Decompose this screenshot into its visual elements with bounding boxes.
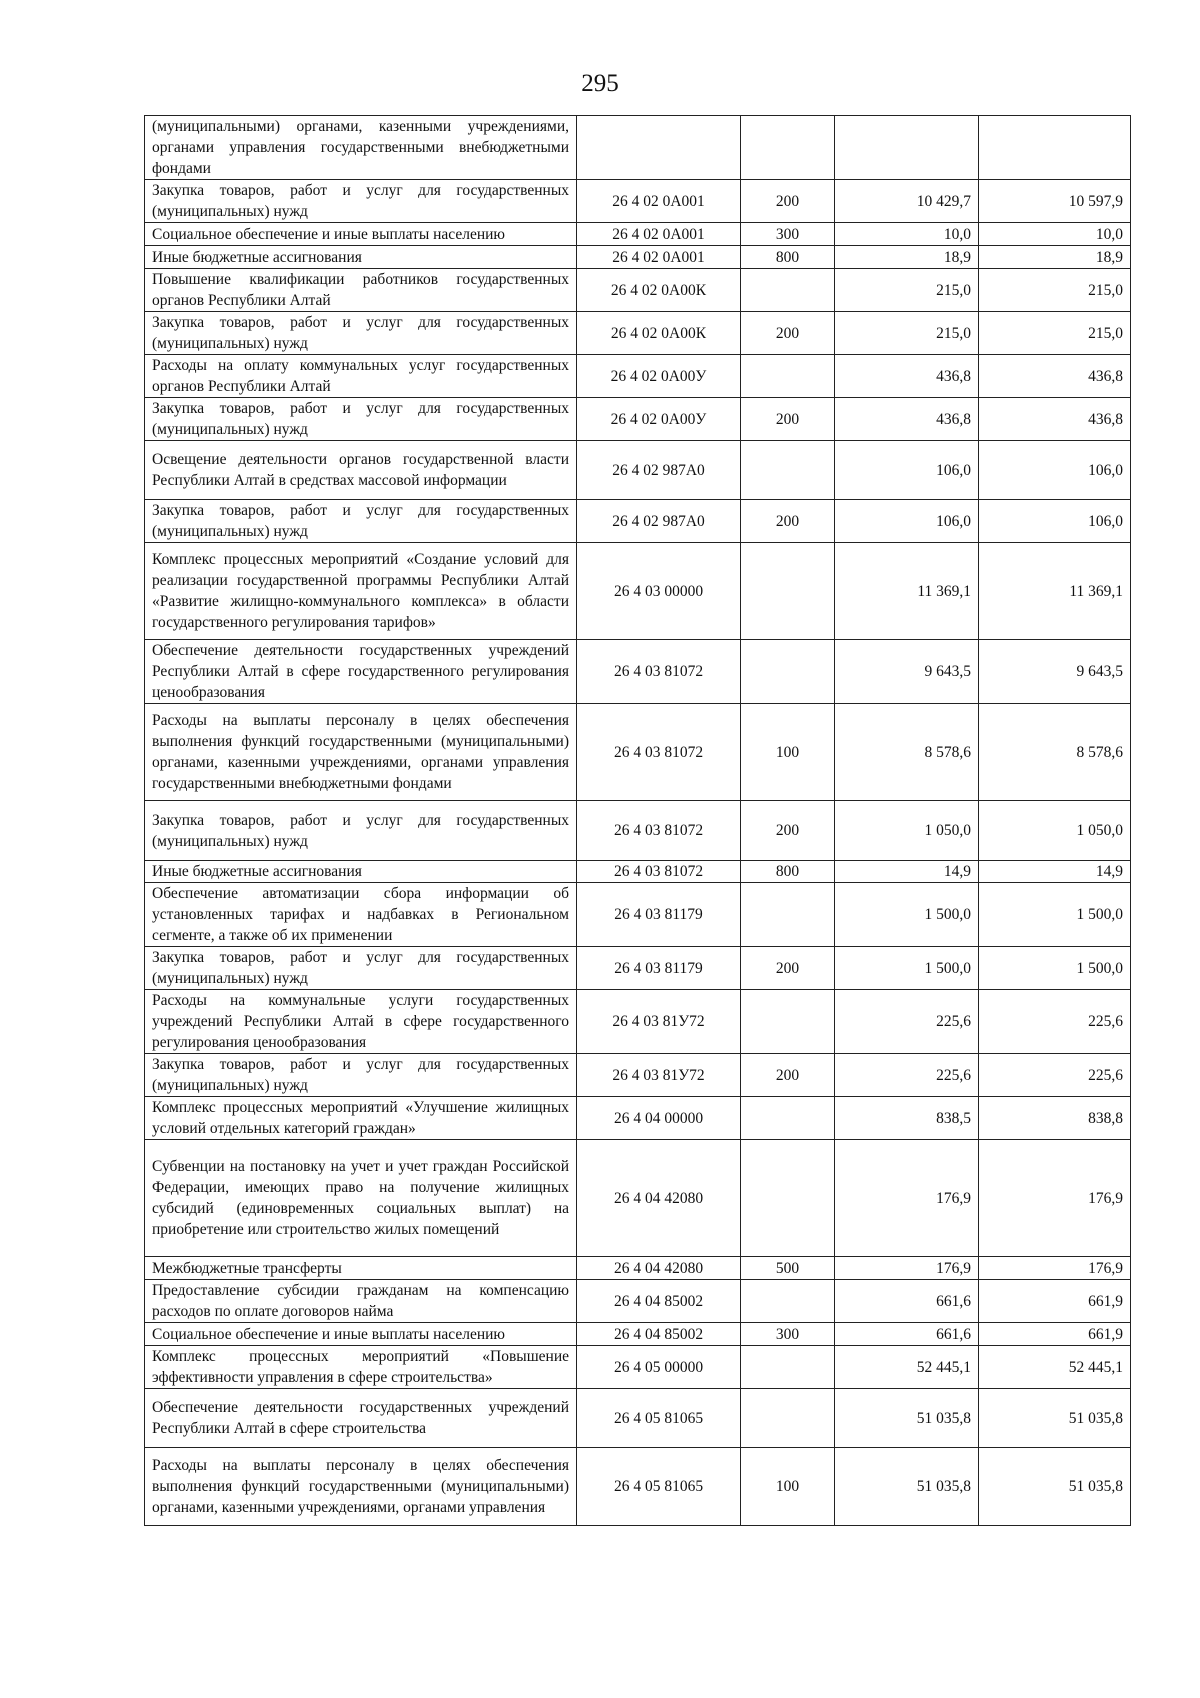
cell-amount-year-2: 176,9 — [979, 1140, 1131, 1257]
cell-name: Закупка товаров, работ и услуг для государственных (муниципальных) нужд — [145, 801, 577, 861]
cell-name: Обеспечение деятельности государственных учреждений Республики Алтай в сфере строительства — [145, 1389, 577, 1448]
cell-amount-year-1: 51 035,8 — [835, 1448, 979, 1526]
cell-name: Освещение деятельности органов государственной власти Республики Алтай в средствах массовой информации — [145, 441, 577, 500]
cell-expense-type: 800 — [741, 246, 835, 269]
table-row — [145, 441, 1131, 500]
table-row — [145, 180, 1131, 223]
cell-expense-type: 300 — [741, 1323, 835, 1346]
cell-target-code: 26 4 03 81072 — [577, 640, 741, 704]
cell-target-code: 26 4 03 81072 — [577, 801, 741, 861]
cell-name: Закупка товаров, работ и услуг для государственных (муниципальных) нужд — [145, 1054, 577, 1097]
cell-target-code: 26 4 02 987А0 — [577, 441, 741, 500]
cell-name: Социальное обеспечение и иные выплаты населению — [145, 223, 577, 246]
budget-table — [144, 115, 1131, 1526]
cell-amount-year-1: 225,6 — [835, 990, 979, 1054]
cell-amount-year-1: 106,0 — [835, 441, 979, 500]
cell-target-code: 26 4 03 81179 — [577, 947, 741, 990]
page-number: 295 — [581, 70, 619, 97]
table-row — [145, 704, 1131, 801]
cell-name: Социальное обеспечение и иные выплаты населению — [145, 1323, 577, 1346]
cell-expense-type — [741, 1140, 835, 1257]
table-row — [145, 355, 1131, 398]
cell-target-code: 26 4 03 81072 — [577, 861, 741, 883]
table-row — [145, 1280, 1131, 1323]
cell-target-code — [577, 116, 741, 180]
cell-target-code: 26 4 05 81065 — [577, 1389, 741, 1448]
cell-expense-type — [741, 640, 835, 704]
cell-expense-type — [741, 1280, 835, 1323]
cell-name: Иные бюджетные ассигнования — [145, 246, 577, 269]
cell-amount-year-2: 10,0 — [979, 223, 1131, 246]
cell-amount-year-2: 225,6 — [979, 1054, 1131, 1097]
cell-expense-type: 100 — [741, 1448, 835, 1526]
cell-expense-type — [741, 990, 835, 1054]
cell-name: Расходы на коммунальные услуги государственных учреждений Республики Алтай в сфере государственного регулирования ценообразования — [145, 990, 577, 1054]
cell-amount-year-2: 51 035,8 — [979, 1389, 1131, 1448]
cell-name: Комплекс процессных мероприятий «Создание условий для реализации государственной программы Республики Алтай «Развитие жилищно-коммунального комплекса» в области государственного регулирования тарифов» — [145, 543, 577, 640]
cell-amount-year-1: 1 500,0 — [835, 883, 979, 947]
cell-amount-year-2 — [979, 116, 1131, 180]
cell-target-code: 26 4 05 81065 — [577, 1448, 741, 1526]
cell-amount-year-1: 106,0 — [835, 500, 979, 543]
cell-amount-year-1: 661,6 — [835, 1280, 979, 1323]
cell-amount-year-2: 8 578,6 — [979, 704, 1131, 801]
cell-name: Повышение квалификации работников государственных органов Республики Алтай — [145, 269, 577, 312]
table-row — [145, 1323, 1131, 1346]
cell-target-code: 26 4 04 42080 — [577, 1257, 741, 1280]
cell-expense-type — [741, 116, 835, 180]
table-row — [145, 801, 1131, 861]
cell-name: Закупка товаров, работ и услуг для государственных (муниципальных) нужд — [145, 398, 577, 441]
cell-name: Обеспечение деятельности государственных учреждений Республики Алтай в сфере государственного регулирования ценообразования — [145, 640, 577, 704]
cell-expense-type: 200 — [741, 801, 835, 861]
cell-amount-year-1: 838,5 — [835, 1097, 979, 1140]
cell-amount-year-1: 10 429,7 — [835, 180, 979, 223]
cell-amount-year-1: 436,8 — [835, 398, 979, 441]
cell-target-code: 26 4 02 0А001 — [577, 246, 741, 269]
cell-amount-year-2: 661,9 — [979, 1323, 1131, 1346]
cell-amount-year-2: 1 500,0 — [979, 947, 1131, 990]
cell-amount-year-1: 51 035,8 — [835, 1389, 979, 1448]
cell-target-code: 26 4 02 0А00У — [577, 355, 741, 398]
cell-amount-year-1: 18,9 — [835, 246, 979, 269]
cell-amount-year-1: 436,8 — [835, 355, 979, 398]
cell-target-code: 26 4 03 81179 — [577, 883, 741, 947]
cell-name: Закупка товаров, работ и услуг для государственных (муниципальных) нужд — [145, 312, 577, 355]
table-row — [145, 947, 1131, 990]
cell-expense-type: 300 — [741, 223, 835, 246]
cell-amount-year-2: 18,9 — [979, 246, 1131, 269]
table-row — [145, 1257, 1131, 1280]
cell-target-code: 26 4 05 00000 — [577, 1346, 741, 1389]
cell-expense-type — [741, 1346, 835, 1389]
table-row — [145, 1448, 1131, 1526]
cell-target-code: 26 4 03 00000 — [577, 543, 741, 640]
table-row — [145, 640, 1131, 704]
cell-amount-year-2: 10 597,9 — [979, 180, 1131, 223]
cell-amount-year-2: 106,0 — [979, 500, 1131, 543]
table-row — [145, 543, 1131, 640]
cell-amount-year-2: 52 445,1 — [979, 1346, 1131, 1389]
cell-amount-year-1: 14,9 — [835, 861, 979, 883]
cell-amount-year-2: 11 369,1 — [979, 543, 1131, 640]
cell-amount-year-1: 661,6 — [835, 1323, 979, 1346]
cell-amount-year-2: 436,8 — [979, 398, 1131, 441]
cell-name: (муниципальными) органами, казенными учреждениями, органами управления государственными внебюджетными фондами — [145, 116, 577, 180]
cell-amount-year-2: 1 500,0 — [979, 883, 1131, 947]
table-row — [145, 500, 1131, 543]
cell-expense-type: 500 — [741, 1257, 835, 1280]
table-row — [145, 246, 1131, 269]
table-row — [145, 116, 1131, 180]
cell-amount-year-2: 661,9 — [979, 1280, 1131, 1323]
cell-expense-type: 200 — [741, 500, 835, 543]
cell-target-code: 26 4 02 0А001 — [577, 180, 741, 223]
cell-target-code: 26 4 03 81У72 — [577, 1054, 741, 1097]
table-row — [145, 1097, 1131, 1140]
cell-amount-year-2: 1 050,0 — [979, 801, 1131, 861]
table-row — [145, 1140, 1131, 1257]
cell-amount-year-1: 1 500,0 — [835, 947, 979, 990]
cell-target-code: 26 4 04 42080 — [577, 1140, 741, 1257]
cell-expense-type: 200 — [741, 398, 835, 441]
cell-amount-year-1: 176,9 — [835, 1140, 979, 1257]
cell-amount-year-1: 215,0 — [835, 269, 979, 312]
cell-expense-type: 200 — [741, 312, 835, 355]
table-row — [145, 223, 1131, 246]
cell-expense-type — [741, 355, 835, 398]
cell-name: Расходы на оплату коммунальных услуг государственных органов Республики Алтай — [145, 355, 577, 398]
cell-target-code: 26 4 02 0А001 — [577, 223, 741, 246]
cell-amount-year-1: 10,0 — [835, 223, 979, 246]
cell-amount-year-1: 225,6 — [835, 1054, 979, 1097]
cell-target-code: 26 4 02 987А0 — [577, 500, 741, 543]
cell-expense-type: 200 — [741, 1054, 835, 1097]
cell-name: Расходы на выплаты персоналу в целях обеспечения выполнения функций государственными (муниципальными) органами, казенными учреждениями, органами управления государственными внебюджетными фондами — [145, 704, 577, 801]
cell-amount-year-1: 215,0 — [835, 312, 979, 355]
cell-expense-type — [741, 1389, 835, 1448]
cell-amount-year-2: 9 643,5 — [979, 640, 1131, 704]
table-row — [145, 1054, 1131, 1097]
cell-target-code: 26 4 02 0А00К — [577, 269, 741, 312]
cell-target-code: 26 4 03 81У72 — [577, 990, 741, 1054]
cell-expense-type — [741, 269, 835, 312]
cell-amount-year-2: 436,8 — [979, 355, 1131, 398]
cell-amount-year-2: 215,0 — [979, 269, 1131, 312]
cell-amount-year-2: 51 035,8 — [979, 1448, 1131, 1526]
cell-target-code: 26 4 02 0А00У — [577, 398, 741, 441]
cell-amount-year-2: 176,9 — [979, 1257, 1131, 1280]
cell-name: Закупка товаров, работ и услуг для государственных (муниципальных) нужд — [145, 180, 577, 223]
cell-amount-year-1: 9 643,5 — [835, 640, 979, 704]
cell-expense-type — [741, 1097, 835, 1140]
cell-name: Расходы на выплаты персоналу в целях обеспечения выполнения функций государственными (муниципальными) органами, казенными учреждениями, органами управления — [145, 1448, 577, 1526]
cell-target-code: 26 4 03 81072 — [577, 704, 741, 801]
cell-name: Комплекс процессных мероприятий «Повышение эффективности управления в сфере строительства» — [145, 1346, 577, 1389]
cell-name: Субвенции на постановку на учет и учет граждан Российской Федерации, имеющих право на получение жилищных субсидий (единовременных социальных выплат) на приобретение или строительство жилых помещений — [145, 1140, 577, 1257]
cell-amount-year-1: 11 369,1 — [835, 543, 979, 640]
table-row — [145, 990, 1131, 1054]
cell-amount-year-2: 225,6 — [979, 990, 1131, 1054]
table-row — [145, 398, 1131, 441]
table-row — [145, 312, 1131, 355]
cell-amount-year-1: 8 578,6 — [835, 704, 979, 801]
cell-name: Межбюджетные трансферты — [145, 1257, 577, 1280]
cell-expense-type — [741, 543, 835, 640]
cell-amount-year-2: 14,9 — [979, 861, 1131, 883]
table-row — [145, 1389, 1131, 1448]
table-row — [145, 1346, 1131, 1389]
table-row — [145, 861, 1131, 883]
cell-name: Иные бюджетные ассигнования — [145, 861, 577, 883]
cell-expense-type: 800 — [741, 861, 835, 883]
cell-expense-type: 100 — [741, 704, 835, 801]
cell-amount-year-2: 215,0 — [979, 312, 1131, 355]
cell-expense-type — [741, 883, 835, 947]
cell-name: Предоставление субсидии гражданам на компенсацию расходов по оплате договоров найма — [145, 1280, 577, 1323]
budget-table-body — [145, 116, 1131, 1526]
cell-amount-year-2: 106,0 — [979, 441, 1131, 500]
cell-target-code: 26 4 04 00000 — [577, 1097, 741, 1140]
cell-target-code: 26 4 04 85002 — [577, 1323, 741, 1346]
table-row — [145, 883, 1131, 947]
cell-name: Закупка товаров, работ и услуг для государственных (муниципальных) нужд — [145, 500, 577, 543]
cell-amount-year-1: 176,9 — [835, 1257, 979, 1280]
cell-name: Обеспечение автоматизации сбора информации об установленных тарифах и надбавках в Региональном сегменте, а также об их применении — [145, 883, 577, 947]
cell-amount-year-1: 52 445,1 — [835, 1346, 979, 1389]
table-row — [145, 269, 1131, 312]
cell-amount-year-2: 838,8 — [979, 1097, 1131, 1140]
cell-amount-year-1 — [835, 116, 979, 180]
cell-target-code: 26 4 02 0А00К — [577, 312, 741, 355]
cell-expense-type: 200 — [741, 947, 835, 990]
cell-expense-type — [741, 441, 835, 500]
cell-amount-year-1: 1 050,0 — [835, 801, 979, 861]
cell-name: Закупка товаров, работ и услуг для государственных (муниципальных) нужд — [145, 947, 577, 990]
cell-target-code: 26 4 04 85002 — [577, 1280, 741, 1323]
cell-expense-type: 200 — [741, 180, 835, 223]
cell-name: Комплекс процессных мероприятий «Улучшение жилищных условий отдельных категорий граждан» — [145, 1097, 577, 1140]
